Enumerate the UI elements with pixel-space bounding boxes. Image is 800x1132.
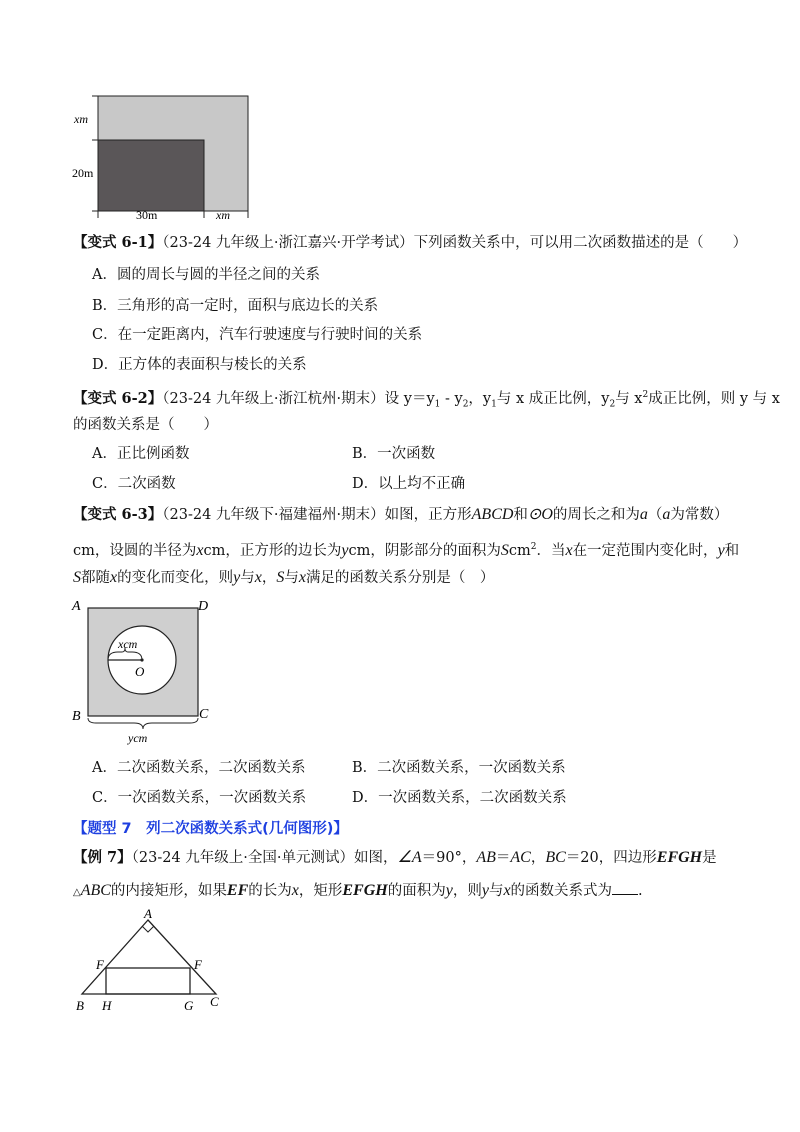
label-c: C bbox=[199, 707, 209, 722]
label-c: C bbox=[210, 994, 219, 1009]
q63-stem-line1: 【变式 6-3】（23-24 九年级下·福建福州·期末）如图，正方形ABCD和⊙O的周长之和为a（a为常数） bbox=[73, 506, 729, 523]
label-e: F bbox=[96, 957, 104, 972]
ex7-stem-line2: △ABC的内接矩形，如果EF的长为x，矩形EFGH的面积为y，则y与x的函数关系式为 . bbox=[73, 882, 643, 899]
q63-option-a[interactable]: A．二次函数关系，二次函数关系 bbox=[92, 760, 306, 776]
q61-stem: 【变式 6-1】（23-24 九年级上·浙江嘉兴·开学考试）下列函数关系中，可以用二次函数描述的是（ ） bbox=[73, 234, 748, 251]
q61-option-d[interactable]: D．正方体的表面积与棱长的关系 bbox=[92, 357, 307, 373]
square-circle-figure bbox=[68, 596, 218, 746]
label-a: A bbox=[144, 906, 152, 921]
label-xm-bottom: xm bbox=[216, 208, 230, 222]
label-g: G bbox=[184, 998, 194, 1013]
label-o: O bbox=[135, 664, 145, 679]
q62-option-a[interactable]: A．正比例函数 bbox=[92, 446, 190, 462]
label-a: A bbox=[72, 599, 81, 614]
q63-stem-line2: cm，设圆的半径为xcm，正方形的边长为ycm，阴影部分的面积为Scm$^2$．当x在一定范围内变化时，y和 bbox=[73, 541, 740, 559]
q62-stem-line2: 的函数关系是（ ） bbox=[73, 417, 218, 433]
q63-option-c[interactable]: C．一次函数关系，一次函数关系 bbox=[92, 790, 307, 806]
inner-field bbox=[98, 140, 204, 211]
q62-option-b[interactable]: B．一次函数 bbox=[352, 446, 436, 462]
q63-option-d[interactable]: D．一次函数关系，二次函数关系 bbox=[352, 790, 567, 806]
q61-option-b[interactable]: B．三角形的高一定时，面积与底边长的关系 bbox=[92, 298, 379, 314]
garden-figure bbox=[70, 92, 260, 222]
section-heading: 【题型 7 列二次函数关系式(几何图形)】 bbox=[73, 821, 348, 837]
rectangle-efgh bbox=[106, 968, 190, 994]
q61-option-a[interactable]: A．圆的周长与圆的半径之间的关系 bbox=[92, 267, 320, 283]
q61-option-c[interactable]: C．在一定距离内，汽车行驶速度与行驶时间的关系 bbox=[92, 327, 423, 343]
label-20m: 20m bbox=[72, 166, 94, 180]
label-ycm: ycm bbox=[128, 731, 148, 745]
triangle-figure bbox=[70, 906, 235, 1018]
label-30m: 30m bbox=[136, 208, 158, 222]
q62-option-c[interactable]: C．二次函数 bbox=[92, 476, 176, 492]
label-b: B bbox=[72, 709, 81, 724]
label-b: B bbox=[76, 998, 84, 1013]
q62-stem: 【变式 6-2】（23-24 九年级上·浙江杭州·期末）设 $y=y_1 - y_2$，$y_1$与 x 成正比例，$y_2$与 $x^2$成正比例，则 y 与 x bbox=[73, 389, 780, 410]
q63-option-b[interactable]: B．二次函数关系，一次函数关系 bbox=[352, 760, 566, 776]
ex7-stem-line1: 【例 7】（23-24 九年级上·全国·单元测试）如图，∠A＝90°，AB＝AC，BC＝20，四边形EFGH是 bbox=[73, 849, 717, 866]
answer-blank[interactable] bbox=[612, 880, 638, 895]
q62-option-d[interactable]: D．以上均不正确 bbox=[352, 476, 466, 492]
label-xm-left: xm bbox=[74, 112, 88, 126]
label-h: H bbox=[102, 998, 112, 1013]
label-d: D bbox=[198, 599, 209, 614]
label-xcm: xcm bbox=[118, 637, 138, 651]
label-f: F bbox=[194, 957, 202, 972]
q63-stem-line3: S都随x的变化而变化，则y与x，S与x满足的函数关系分别是（ ） bbox=[73, 569, 495, 586]
